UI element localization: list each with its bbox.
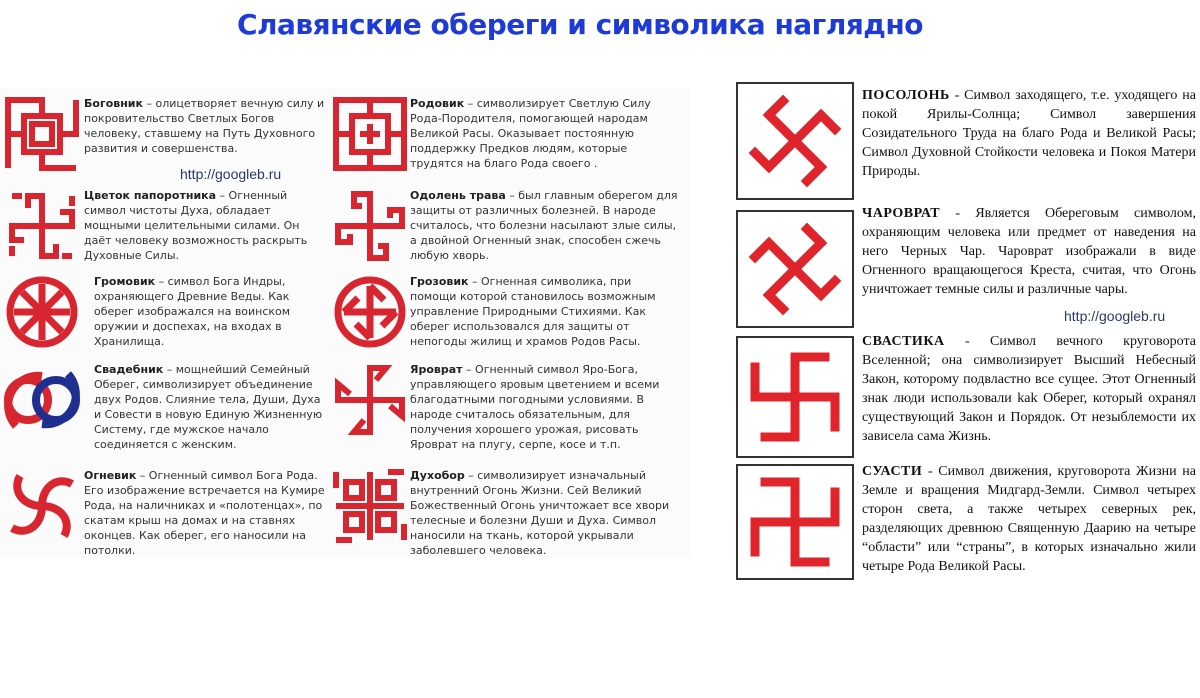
entry-name: ЧАРОВРАТ — [862, 206, 941, 221]
entry-name: Огневик — [84, 469, 137, 482]
entry-text: – олицетворяет вечную силу и покровительство Светлых Богов человеку, ставшему на Путь Духовного развития и совершенства. — [84, 97, 325, 155]
bogovnik-symbol-icon — [2, 94, 82, 174]
watermark-text: http://googleb.ru — [180, 166, 282, 182]
entry-name: ПОСОЛОНЬ — [862, 88, 950, 103]
entry-text: – символ Бога Индры, охраняющего Древние Веды. Как оберег изображался на воинском оружии и доспехах, на входах в Хранилища. — [94, 275, 291, 348]
entry-text: – мощнейший Семейный Оберег, символизирует объединение двух Родов. Слияние тела, Души, Духа и Совести в новую Единую Жизненную Систему, где мужское начало соединяется с женским. — [94, 363, 323, 451]
entry-name: Яроврат — [410, 363, 463, 376]
entry-name: Боговник — [84, 97, 143, 110]
suasti-box — [736, 464, 854, 580]
entry-name: Цветок папоротника — [84, 189, 217, 202]
svastika-box — [736, 336, 854, 458]
grozovik-symbol-icon — [330, 272, 410, 352]
watermark-text: http://googleb.ru — [1064, 308, 1166, 324]
entry-name: Духобор — [410, 469, 465, 482]
entry-text: – Огненный символ Яро-Бога, управляющего яровым цветением и всеми благодатными погодными условиями. В народе считалось обязательным, для получения хорошего урожая, рисовать Яроврат на плугу, серпе, косе и т.п. — [410, 363, 660, 451]
symbol-entry-yarovrat — [330, 360, 680, 451]
entry-text: – был главным оберегом для защиты от различных болезней. В народе считалось, что болезни насылают злые силы, а двойной Огненный знак, способен сжечь любую хворь. — [410, 189, 678, 262]
yarovrat-symbol-icon — [330, 360, 410, 440]
dukhobor-symbol-icon — [330, 466, 410, 546]
symbol-entry-odolen-trava — [330, 186, 680, 272]
symbol-entry-fern-flower — [2, 186, 332, 272]
gromovik-symbol-icon — [2, 272, 82, 352]
entry-name: Громовик — [94, 275, 156, 288]
entry-name: Свадебник — [94, 363, 164, 376]
left-symbol-panel — [0, 88, 690, 558]
entry-text: - Символ заходящего, т.е. уходящего на покой Ярилы-Солнца; Символ завершения Созидательного Труда на благо Рода и Великой Расы; Символ Духовной Стойкости человека и Покоя Матери Природы. — [862, 88, 1196, 179]
svadebnik-symbol-icon — [2, 360, 82, 440]
entry-name: СВАСТИКА — [862, 334, 945, 349]
entry-text: – Огненная символика, при помощи которой становилось возможным управление Природными Стихиями. Как оберег использовался для защиты от непогоды жилищ и храмов Родов Расы. — [410, 275, 656, 348]
symbol-entry-ognevik — [2, 466, 332, 557]
fern-flower-symbol-icon — [2, 186, 82, 266]
odolen-trava-symbol-icon — [330, 186, 410, 266]
charovrat-description — [862, 204, 1196, 299]
suasti-symbol-icon — [738, 466, 852, 578]
entry-text: – Огненный символ Бога Рода. Его изображение встречается на Кумире Рода, на наличниках и «полотенцах», по скатам крыш на домах и на ставнях оконцев. Как оберег, его наносили на потолки. — [84, 469, 325, 557]
ognevik-symbol-icon — [2, 466, 82, 546]
entry-text: – символизирует изначальный внутренний Огонь Жизни. Сей Великий Божественный Огонь уничтожает все хвори телесные и болезни Души и Духа. Символ наносили на ткань, которой укрывали заболевшего человека. — [410, 469, 670, 557]
suasti-description — [862, 462, 1196, 576]
entry-name: СУАСТИ — [862, 464, 923, 479]
symbol-entry-dukhobor — [330, 466, 680, 557]
symbol-entry-gromovik — [2, 272, 332, 358]
svastika-symbol-icon — [738, 338, 852, 456]
charovrat-box — [736, 210, 854, 328]
symbol-entry-svadebnik — [2, 360, 332, 451]
svastika-description — [862, 332, 1196, 446]
charovrat-symbol-icon — [738, 212, 852, 326]
entry-name: Грозовик — [410, 275, 469, 288]
posolon-box — [736, 82, 854, 200]
posolon-symbol-icon — [738, 84, 852, 198]
entry-text: – символизирует Светлую Силу Рода-Породителя, помогающей народам Великой Расы. Оказывает постоянную поддержку Предков людям, которые трудятся на благо Рода своего . — [410, 97, 651, 170]
page-title: Славянские обереги и символика наглядно — [236, 8, 923, 41]
entry-text: - Является Обереговым символом, охраняющим человека или предмет от наведения на него Черных Чар. Чароврат изображали в виде Огненного вращающегося Креста, считая, что Огонь уничтожает темные силы и различные чары. — [862, 206, 1196, 297]
posolon-description — [862, 86, 1196, 181]
entry-text: – Огненный символ чистоты Духа, обладает мощными целительными силами. Он даёт человеку возможность раскрыть Духовные Силы. — [84, 189, 308, 262]
right-symbol-panel — [736, 80, 1200, 600]
entry-name: Одолень трава — [410, 189, 506, 202]
rodovik-symbol-icon — [330, 94, 410, 174]
entry-text: - Символ вечного круговорота Вселенной; она символизирует Высший Небесный Закон, которому подвластно все сущее. Этот Огненный знак люди использовали kak Оберег, который охранял существующий Закон и Порядок. От незыблемости их зависела сама Жизнь. — [862, 334, 1196, 444]
entry-name: Родовик — [410, 97, 465, 110]
symbol-entry-bogovnik — [2, 94, 332, 180]
symbol-entry-grozovik — [330, 272, 680, 358]
symbol-entry-rodovik — [330, 94, 680, 180]
entry-text: - Символ движения, круговорота Жизни на Земле и вращения Мидгард-Земли. Символ четырех сторон света, а также четырех северных рек, разделяющих древнюю Священную Даарию на четыре “области” или “страны”, в которых изначально жили четыре Рода Великой Расы. — [862, 464, 1196, 574]
